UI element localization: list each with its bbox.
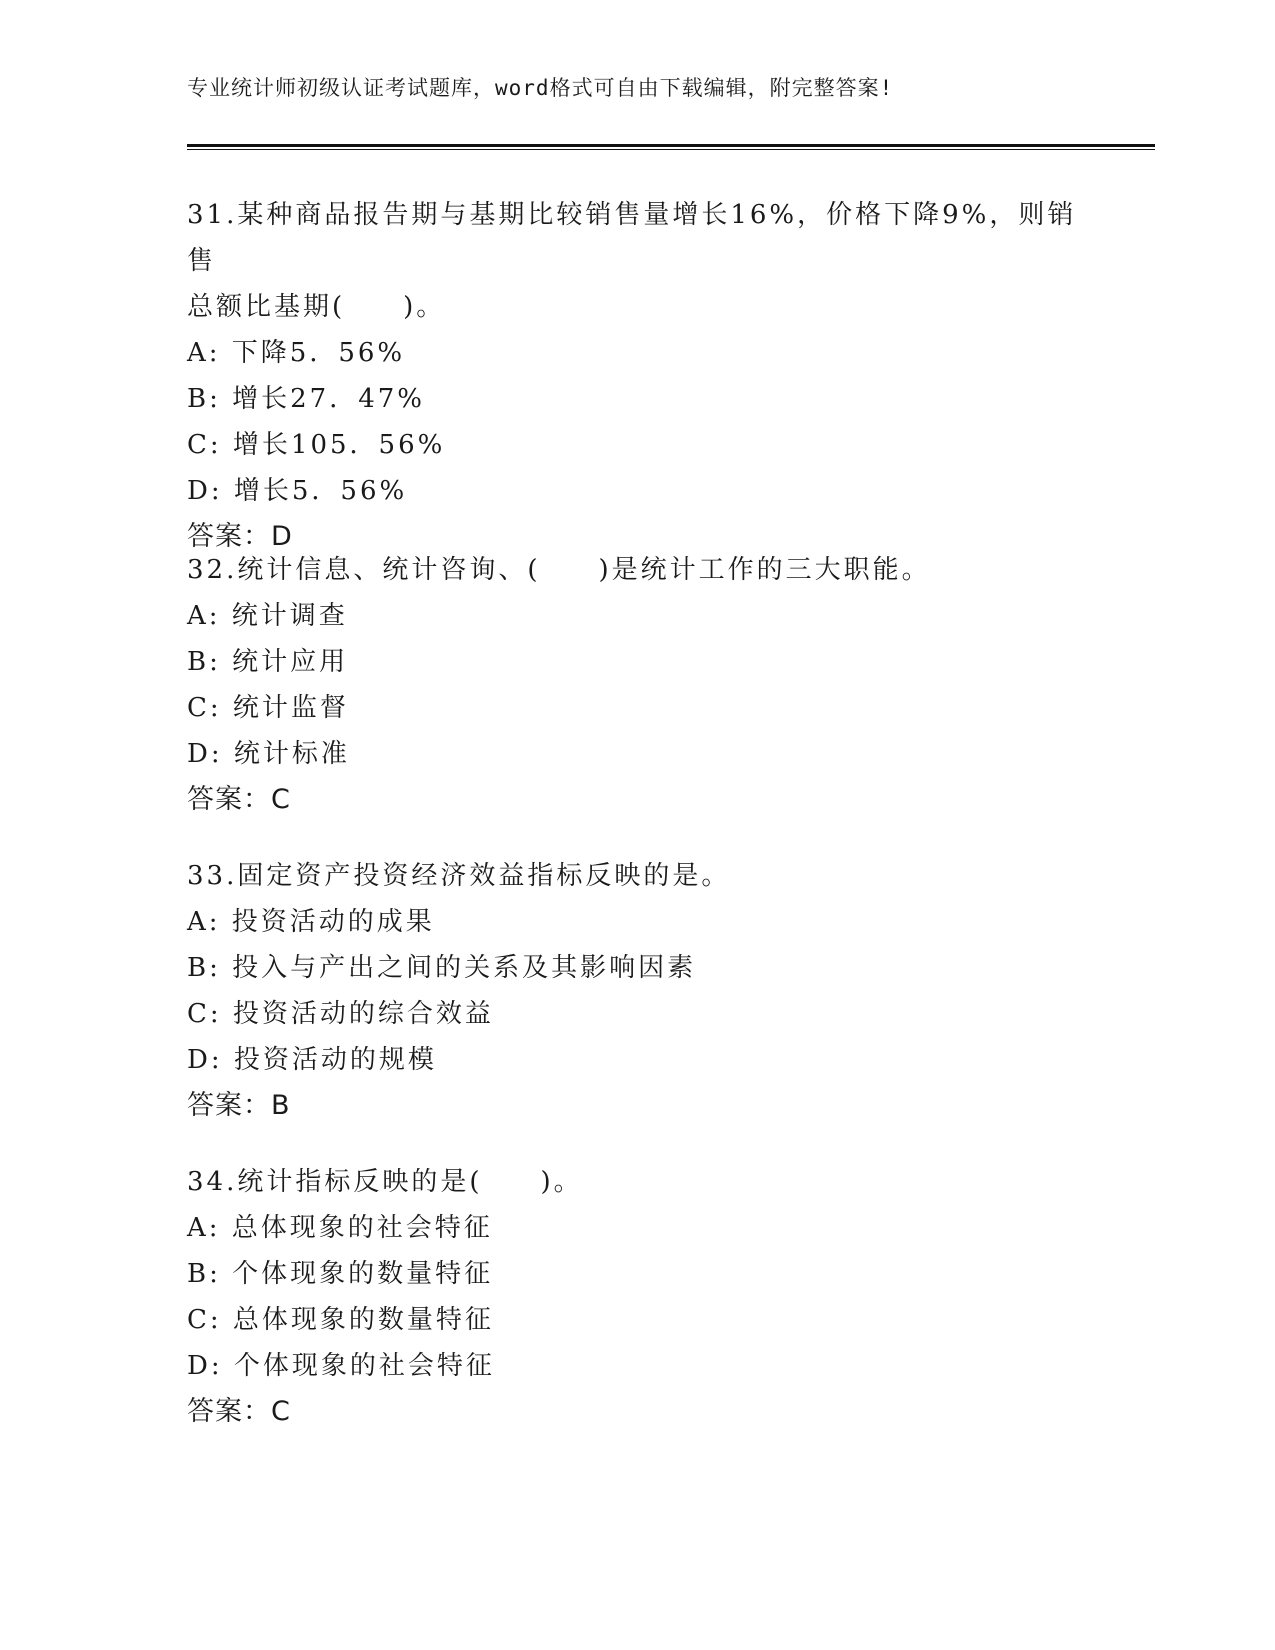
question-stem: 33.固定资产投资经济效益指标反映的是。 xyxy=(187,861,731,891)
question-31 xyxy=(187,192,1087,560)
answer: 答案：C xyxy=(187,784,291,815)
option-c: C: 增长105．56% xyxy=(187,430,446,460)
option-b: B: 增长27．47% xyxy=(187,384,426,414)
option-a: A: 下降5．56% xyxy=(187,338,406,368)
option-d: D: 统计标准 xyxy=(187,739,350,769)
option-b: B: 投入与产出之间的关系及其影响因素 xyxy=(187,953,697,983)
header-divider xyxy=(187,144,1155,150)
answer: 答案：D xyxy=(187,521,293,552)
answer: 答案：B xyxy=(187,1090,291,1121)
answer: 答案：C xyxy=(187,1396,291,1427)
question-34 xyxy=(187,1159,1087,1435)
page-header: 专业统计师初级认证考试题库，word格式可自由下载编辑，附完整答案! xyxy=(187,76,894,100)
question-stem-continued: 总额比基期( )。 xyxy=(187,292,446,322)
option-a: A: 统计调查 xyxy=(187,601,348,631)
question-stem: 34.统计指标反映的是( )。 xyxy=(187,1167,583,1197)
option-b: B: 统计应用 xyxy=(187,647,349,677)
question-stem: 32.统计信息、统计咨询、( )是统计工作的三大职能。 xyxy=(187,555,931,585)
option-b: B: 个体现象的数量特征 xyxy=(187,1259,494,1289)
option-c: C: 投资活动的综合效益 xyxy=(187,999,494,1029)
option-a: A: 总体现象的社会特征 xyxy=(187,1213,493,1243)
question-stem: 31.某种商品报告期与基期比较销售量增长16%，价格下降9%，则销售 xyxy=(187,200,1077,276)
option-a: A: 投资活动的成果 xyxy=(187,907,435,937)
option-d: D: 增长5．56% xyxy=(187,476,408,506)
option-c: C: 统计监督 xyxy=(187,693,349,723)
option-c: C: 总体现象的数量特征 xyxy=(187,1305,494,1335)
question-32 xyxy=(187,547,1087,823)
option-d: D: 投资活动的规模 xyxy=(187,1045,437,1075)
question-33 xyxy=(187,853,1087,1129)
option-d: D: 个体现象的社会特征 xyxy=(187,1351,495,1381)
